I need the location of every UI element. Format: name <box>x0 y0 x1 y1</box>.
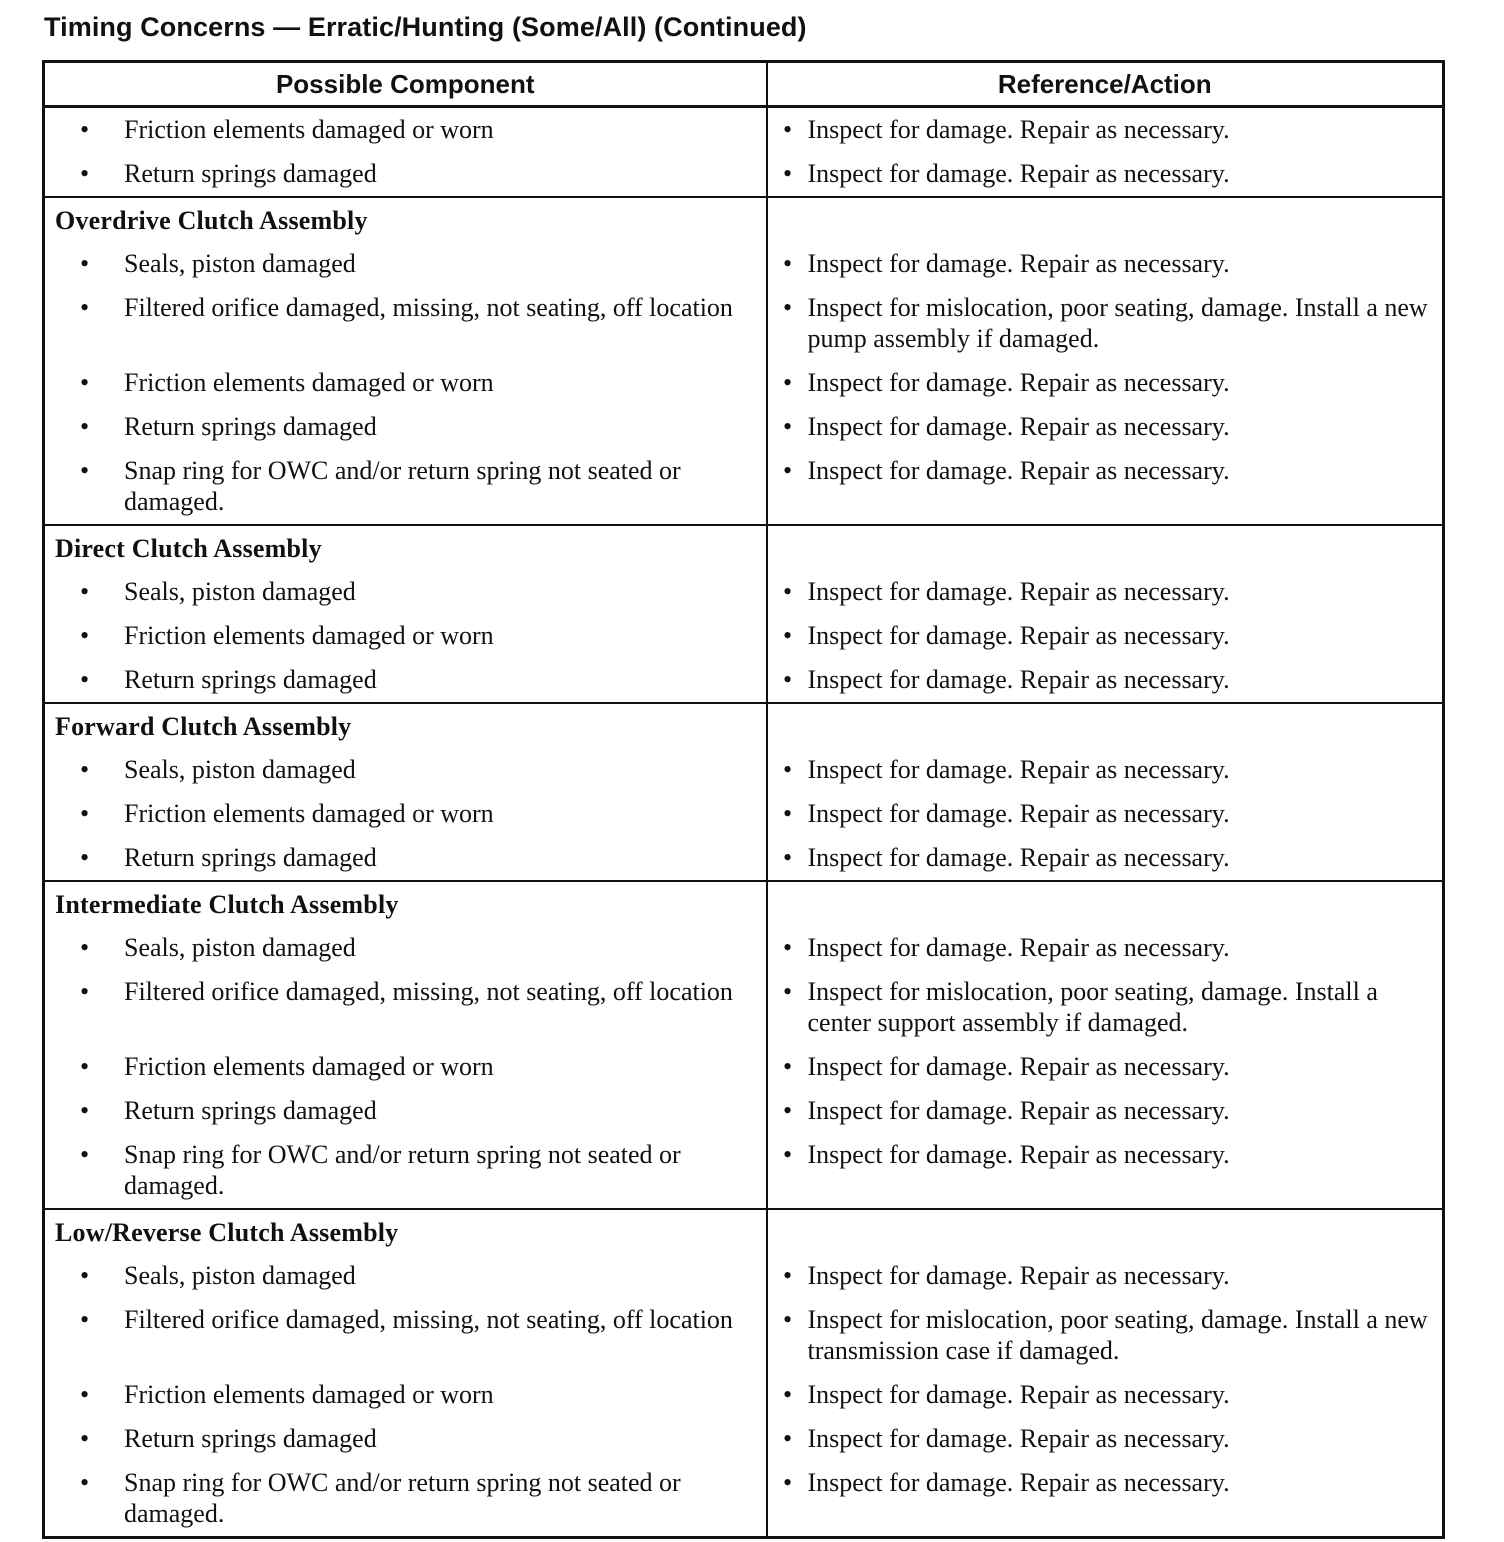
empty-cell <box>767 1209 1444 1254</box>
bullet-icon: • <box>79 577 90 606</box>
table-row <box>44 570 1444 614</box>
table-row <box>44 361 1444 405</box>
component-cell <box>44 570 767 614</box>
component-text: Friction elements damaged or worn <box>124 368 494 397</box>
table-body <box>44 107 1444 1538</box>
table-row <box>44 152 1444 197</box>
component-item <box>45 1304 756 1335</box>
component-item <box>45 455 756 517</box>
group-header-row <box>44 197 1444 242</box>
action-cell <box>767 242 1444 286</box>
component-cell <box>44 361 767 405</box>
bullet-icon: • <box>782 1140 793 1169</box>
component-text: Seals, piston damaged <box>124 933 356 962</box>
action-cell <box>767 1089 1444 1133</box>
bullet-icon: • <box>782 456 793 485</box>
action-text: Inspect for damage. Repair as necessary. <box>807 755 1230 784</box>
action-item <box>768 976 1433 1038</box>
table-row <box>44 405 1444 449</box>
component-cell <box>44 107 767 153</box>
bullet-icon: • <box>782 1261 793 1290</box>
bullet-icon: • <box>782 577 793 606</box>
action-cell <box>767 107 1444 153</box>
action-text: Inspect for damage. Repair as necessary. <box>807 1424 1230 1453</box>
diagnosis-table <box>42 60 1445 1539</box>
component-item <box>45 976 756 1007</box>
group-title: Direct Clutch Assembly <box>44 525 767 570</box>
action-item <box>768 1304 1433 1366</box>
bullet-icon: • <box>782 159 793 188</box>
bullet-icon: • <box>79 1468 90 1497</box>
bullet-icon: • <box>782 755 793 784</box>
action-cell <box>767 286 1444 361</box>
column-header-component: Possible Component <box>44 62 767 107</box>
action-item <box>768 114 1433 145</box>
table-header-row <box>44 62 1444 107</box>
action-cell <box>767 1045 1444 1089</box>
action-item <box>768 248 1433 279</box>
bullet-icon: • <box>782 1424 793 1453</box>
bullet-icon: • <box>79 293 90 322</box>
component-text: Filtered orifice damaged, missing, not seating, off location <box>124 1305 733 1334</box>
bullet-icon: • <box>782 933 793 962</box>
action-text: Inspect for damage. Repair as necessary. <box>807 1468 1230 1497</box>
action-cell <box>767 361 1444 405</box>
bullet-icon: • <box>782 293 793 322</box>
action-text: Inspect for damage. Repair as necessary. <box>807 1380 1230 1409</box>
bullet-icon: • <box>79 843 90 872</box>
action-cell <box>767 748 1444 792</box>
component-text: Friction elements damaged or worn <box>124 799 494 828</box>
component-cell <box>44 242 767 286</box>
component-text: Friction elements damaged or worn <box>124 115 494 144</box>
bullet-icon: • <box>782 368 793 397</box>
bullet-icon: • <box>782 1305 793 1334</box>
table-row <box>44 1298 1444 1373</box>
component-text: Return springs damaged <box>124 159 377 188</box>
table-row <box>44 926 1444 970</box>
action-cell <box>767 570 1444 614</box>
component-cell <box>44 1461 767 1538</box>
action-item <box>768 842 1433 873</box>
component-cell <box>44 836 767 881</box>
group-title: Intermediate Clutch Assembly <box>44 881 767 926</box>
bullet-icon: • <box>782 1052 793 1081</box>
component-text: Return springs damaged <box>124 412 377 441</box>
component-item <box>45 754 756 785</box>
bullet-icon: • <box>79 755 90 784</box>
group-header-row <box>44 525 1444 570</box>
component-cell <box>44 152 767 197</box>
action-cell <box>767 449 1444 525</box>
table-row <box>44 242 1444 286</box>
component-text: Snap ring for OWC and/or return spring not seated or damaged. <box>124 1140 681 1200</box>
action-text: Inspect for damage. Repair as necessary. <box>807 368 1230 397</box>
action-item <box>768 455 1433 486</box>
component-cell <box>44 405 767 449</box>
component-text: Return springs damaged <box>124 843 377 872</box>
action-cell <box>767 1417 1444 1461</box>
table-row <box>44 449 1444 525</box>
component-item <box>45 1051 756 1082</box>
component-text: Seals, piston damaged <box>124 577 356 606</box>
component-cell <box>44 449 767 525</box>
action-cell <box>767 1461 1444 1538</box>
component-cell <box>44 1373 767 1417</box>
action-text: Inspect for damage. Repair as necessary. <box>807 621 1230 650</box>
empty-cell <box>767 881 1444 926</box>
action-cell <box>767 405 1444 449</box>
action-text: Inspect for damage. Repair as necessary. <box>807 456 1230 485</box>
group-title: Overdrive Clutch Assembly <box>44 197 767 242</box>
table-row <box>44 748 1444 792</box>
action-cell <box>767 152 1444 197</box>
component-cell <box>44 926 767 970</box>
table-row <box>44 107 1444 153</box>
action-item <box>768 411 1433 442</box>
action-cell <box>767 792 1444 836</box>
bullet-icon: • <box>79 1052 90 1081</box>
action-cell <box>767 658 1444 703</box>
table-row <box>44 1417 1444 1461</box>
bullet-icon: • <box>782 621 793 650</box>
action-item <box>768 1467 1433 1498</box>
action-cell <box>767 1254 1444 1298</box>
component-item <box>45 292 756 323</box>
action-text: Inspect for mislocation, poor seating, damage. Install a center support assembly if damaged. <box>807 977 1378 1037</box>
component-cell <box>44 1133 767 1209</box>
bullet-icon: • <box>79 1096 90 1125</box>
empty-cell <box>767 703 1444 748</box>
component-cell <box>44 1045 767 1089</box>
component-text: Return springs damaged <box>124 1096 377 1125</box>
component-item <box>45 1467 756 1529</box>
bullet-icon: • <box>79 1380 90 1409</box>
component-text: Seals, piston damaged <box>124 755 356 784</box>
bullet-icon: • <box>782 977 793 1006</box>
action-text: Inspect for damage. Repair as necessary. <box>807 412 1230 441</box>
action-text: Inspect for damage. Repair as necessary. <box>807 933 1230 962</box>
action-text: Inspect for damage. Repair as necessary. <box>807 1052 1230 1081</box>
table-row <box>44 1133 1444 1209</box>
action-text: Inspect for damage. Repair as necessary. <box>807 799 1230 828</box>
component-text: Snap ring for OWC and/or return spring not seated or damaged. <box>124 1468 681 1528</box>
column-header-action: Reference/Action <box>767 62 1444 107</box>
table-row <box>44 1254 1444 1298</box>
component-cell <box>44 614 767 658</box>
group-title: Low/Reverse Clutch Assembly <box>44 1209 767 1254</box>
component-cell <box>44 1089 767 1133</box>
table-row <box>44 1461 1444 1538</box>
table-row <box>44 614 1444 658</box>
component-cell <box>44 1417 767 1461</box>
component-item <box>45 932 756 963</box>
component-item <box>45 1379 756 1410</box>
action-item <box>768 932 1433 963</box>
component-item <box>45 798 756 829</box>
table-row <box>44 286 1444 361</box>
bullet-icon: • <box>79 665 90 694</box>
action-text: Inspect for damage. Repair as necessary. <box>807 665 1230 694</box>
action-item <box>768 1423 1433 1454</box>
action-text: Inspect for damage. Repair as necessary. <box>807 1096 1230 1125</box>
action-item <box>768 367 1433 398</box>
action-text: Inspect for damage. Repair as necessary. <box>807 1261 1230 1290</box>
bullet-icon: • <box>782 1096 793 1125</box>
bullet-icon: • <box>782 412 793 441</box>
bullet-icon: • <box>79 1140 90 1169</box>
action-text: Inspect for damage. Repair as necessary. <box>807 577 1230 606</box>
action-text: Inspect for damage. Repair as necessary. <box>807 249 1230 278</box>
empty-cell <box>767 197 1444 242</box>
component-cell <box>44 748 767 792</box>
action-item <box>768 798 1433 829</box>
component-item <box>45 620 756 651</box>
table-row <box>44 836 1444 881</box>
bullet-icon: • <box>79 115 90 144</box>
component-cell <box>44 1254 767 1298</box>
action-item <box>768 1095 1433 1126</box>
component-cell <box>44 286 767 361</box>
component-cell <box>44 970 767 1045</box>
component-cell <box>44 658 767 703</box>
action-text: Inspect for damage. Repair as necessary. <box>807 159 1230 188</box>
component-item <box>45 1260 756 1291</box>
table-row <box>44 1089 1444 1133</box>
action-cell <box>767 614 1444 658</box>
component-cell <box>44 792 767 836</box>
bullet-icon: • <box>782 665 793 694</box>
component-text: Friction elements damaged or worn <box>124 1052 494 1081</box>
action-cell <box>767 1373 1444 1417</box>
group-header-row <box>44 1209 1444 1254</box>
bullet-icon: • <box>79 456 90 485</box>
component-text: Filtered orifice damaged, missing, not seating, off location <box>124 977 733 1006</box>
bullet-icon: • <box>79 621 90 650</box>
bullet-icon: • <box>782 843 793 872</box>
bullet-icon: • <box>782 249 793 278</box>
component-item <box>45 411 756 442</box>
bullet-icon: • <box>79 977 90 1006</box>
table-row <box>44 970 1444 1045</box>
component-item <box>45 114 756 145</box>
table-row <box>44 1045 1444 1089</box>
action-text: Inspect for damage. Repair as necessary. <box>807 115 1230 144</box>
action-item <box>768 1379 1433 1410</box>
component-item <box>45 842 756 873</box>
bullet-icon: • <box>79 159 90 188</box>
action-cell <box>767 1133 1444 1209</box>
bullet-icon: • <box>79 1424 90 1453</box>
action-text: Inspect for damage. Repair as necessary. <box>807 1140 1230 1169</box>
component-item <box>45 1139 756 1201</box>
empty-cell <box>767 525 1444 570</box>
action-item <box>768 576 1433 607</box>
action-item <box>768 754 1433 785</box>
bullet-icon: • <box>782 115 793 144</box>
group-header-row <box>44 703 1444 748</box>
group-title: Forward Clutch Assembly <box>44 703 767 748</box>
action-item <box>768 1260 1433 1291</box>
action-cell <box>767 836 1444 881</box>
bullet-icon: • <box>79 249 90 278</box>
bullet-icon: • <box>79 799 90 828</box>
component-text: Friction elements damaged or worn <box>124 621 494 650</box>
bullet-icon: • <box>79 368 90 397</box>
component-text: Friction elements damaged or worn <box>124 1380 494 1409</box>
component-text: Return springs damaged <box>124 1424 377 1453</box>
component-item <box>45 1095 756 1126</box>
component-text: Snap ring for OWC and/or return spring not seated or damaged. <box>124 456 681 516</box>
bullet-icon: • <box>79 1261 90 1290</box>
bullet-icon: • <box>782 1468 793 1497</box>
component-text: Seals, piston damaged <box>124 249 356 278</box>
table-row <box>44 1373 1444 1417</box>
component-item <box>45 158 756 189</box>
component-item <box>45 248 756 279</box>
action-item <box>768 292 1433 354</box>
bullet-icon: • <box>79 412 90 441</box>
action-item <box>768 158 1433 189</box>
component-text: Filtered orifice damaged, missing, not seating, off location <box>124 293 733 322</box>
component-item <box>45 664 756 695</box>
component-item <box>45 576 756 607</box>
action-text: Inspect for damage. Repair as necessary. <box>807 843 1230 872</box>
table-row <box>44 658 1444 703</box>
component-text: Seals, piston damaged <box>124 1261 356 1290</box>
action-item <box>768 1139 1433 1170</box>
action-cell <box>767 926 1444 970</box>
page-title: Timing Concerns — Erratic/Hunting (Some/All) (Continued) <box>44 12 807 42</box>
action-cell <box>767 1298 1444 1373</box>
action-item <box>768 1051 1433 1082</box>
bullet-icon: • <box>782 1380 793 1409</box>
action-item <box>768 620 1433 651</box>
action-text: Inspect for mislocation, poor seating, damage. Install a new pump assembly if damaged. <box>807 293 1428 353</box>
bullet-icon: • <box>79 1305 90 1334</box>
component-cell <box>44 1298 767 1373</box>
component-item <box>45 367 756 398</box>
action-cell <box>767 970 1444 1045</box>
component-text: Return springs damaged <box>124 665 377 694</box>
component-item <box>45 1423 756 1454</box>
bullet-icon: • <box>782 799 793 828</box>
action-item <box>768 664 1433 695</box>
table-row <box>44 792 1444 836</box>
bullet-icon: • <box>79 933 90 962</box>
group-header-row <box>44 881 1444 926</box>
action-text: Inspect for mislocation, poor seating, damage. Install a new transmission case if damaged. <box>807 1305 1428 1365</box>
